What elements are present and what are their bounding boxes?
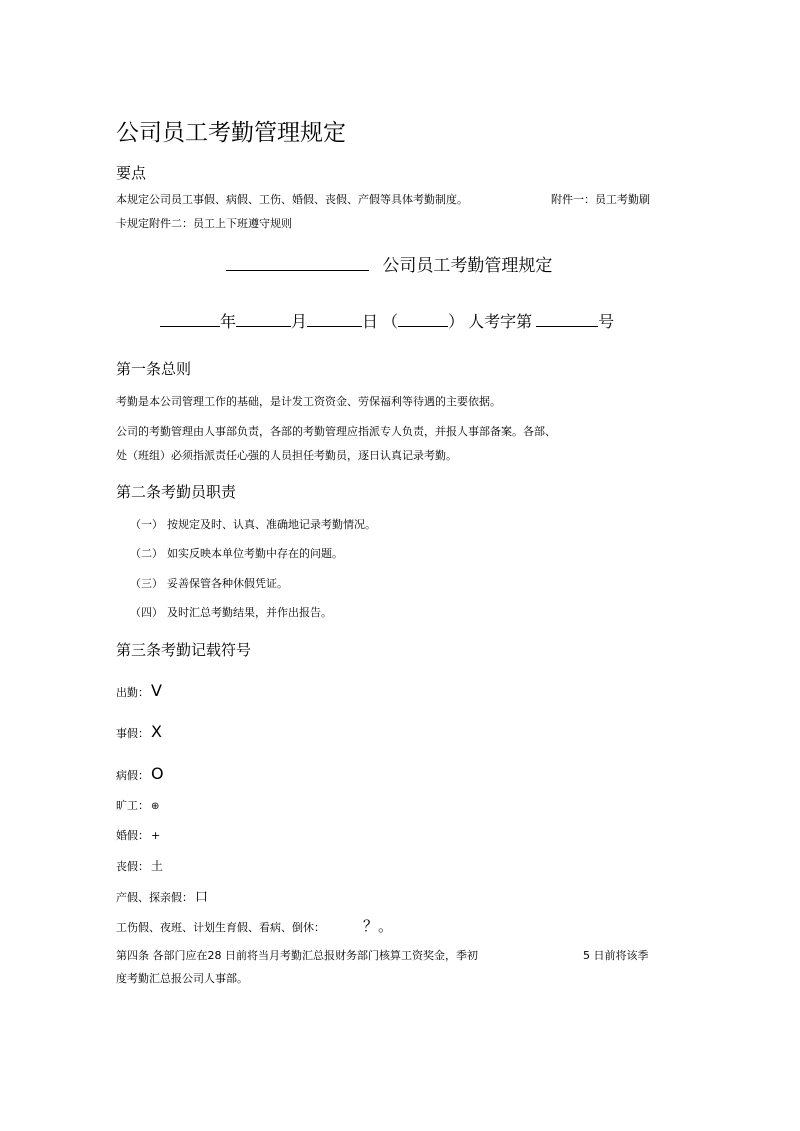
- symbol-label: 出勤：: [116, 686, 149, 699]
- summary-attachment-1: 附件一：员工考勤刷: [551, 193, 650, 206]
- paren-close: ）: [448, 312, 465, 331]
- duty-item-num: （四）: [130, 606, 163, 619]
- duty-item-num: （一）: [130, 518, 163, 531]
- symbol-label: 旷工：: [116, 799, 149, 812]
- duty-item-text: 按规定及时、认真、准确地记录考勤情况。: [167, 518, 376, 531]
- duty-item-num: （二）: [130, 547, 163, 560]
- duty-item-num: （三）: [130, 577, 163, 590]
- symbol-mark: 土: [151, 859, 164, 873]
- article-4-line-1a: 第四条 各部门应在28 日前将当月考勤汇总报财务部门核算工资奖金，季初: [116, 949, 478, 962]
- year-blank: [160, 309, 220, 327]
- symbol-mark: ⊕: [151, 801, 160, 812]
- symbol-mark: ？。: [363, 917, 394, 935]
- duty-item-text: 妥善保管各种休假凭证。: [167, 577, 288, 590]
- article-1-paragraph-2b: 处（班组）必须指派责任心强的人员担任考勤员，逐日认真记录考勤。: [116, 449, 457, 462]
- day-label: 日: [362, 312, 379, 331]
- symbol-label: 病假：: [116, 769, 149, 782]
- symbol-mark: 口: [195, 890, 209, 905]
- symbol-row-personal-leave: [116, 722, 162, 741]
- symbol-mark: V: [151, 681, 162, 700]
- symbol-row-absenteeism: [116, 797, 159, 813]
- article-1-paragraph-1: 考勤是本公司管理工作的基础，是计发工资资金、劳保福利等待遇的主要依据。: [116, 395, 501, 408]
- ref-suffix: 号: [598, 312, 615, 331]
- symbol-row-sick-leave: [116, 764, 164, 783]
- duty-item-text: 如实反映本单位考勤中存在的问题。: [167, 547, 343, 560]
- ref-text: 人考字第: [468, 312, 533, 331]
- symbol-label: 事假：: [116, 727, 149, 740]
- summary-heading: 要点: [116, 164, 147, 182]
- symbol-label: 婚假：: [116, 829, 149, 842]
- code-blank: [398, 309, 448, 327]
- issuer-blank: [226, 253, 369, 271]
- article-3-heading: 第三条考勤记载符号: [116, 641, 252, 659]
- page-title: 公司员工考勤管理规定: [116, 120, 346, 146]
- month-blank: [236, 309, 291, 327]
- month-label: 月: [291, 312, 308, 331]
- duty-item-text: 及时汇总考勤结果，并作出报告。: [167, 606, 332, 619]
- day-blank: [307, 309, 362, 327]
- symbol-row-attendance: [116, 681, 162, 700]
- paren-open: （: [382, 312, 399, 331]
- symbol-label: 丧假：: [116, 860, 149, 873]
- symbol-mark: O: [151, 764, 164, 783]
- summary-line-2: 卡规定附件二：员工上下班遵守规则: [116, 217, 292, 230]
- year-label: 年: [220, 312, 237, 331]
- symbol-row-other-leave: [116, 915, 393, 936]
- symbol-row-funeral-leave: [116, 857, 163, 874]
- doc-header-title: [226, 251, 552, 276]
- symbol-row-maternity-leave: [116, 886, 208, 905]
- symbol-label: 工伤假、夜班、计划生育假、看病、倒休：: [116, 921, 325, 934]
- symbol-row-marriage-leave: [116, 827, 160, 843]
- symbol-label: 产假、探亲假：: [116, 891, 193, 904]
- article-4-line-1b: 5 日前将该季: [583, 949, 649, 962]
- ref-number-blank: [536, 309, 598, 327]
- doc-header-title-text: 公司员工考勤管理规定: [382, 256, 553, 276]
- article-1-paragraph-2a: 公司的考勤管理由人事部负责，各部的考勤管理应指派专人负责，并报人事部备案。各部、: [116, 425, 556, 438]
- doc-number-line: [160, 309, 614, 332]
- symbol-mark: X: [151, 722, 162, 741]
- article-2-heading: 第二条考勤员职责: [116, 483, 237, 501]
- article-1-heading: 第一条总则: [116, 360, 192, 378]
- symbol-mark: +: [151, 829, 161, 842]
- article-4-line-2: 度考勤汇总报公司人事部。: [116, 972, 248, 985]
- summary-line-1: 本规定公司员工事假、病假、工伤、婚假、丧假、产假等具体考勤制度。: [116, 193, 468, 206]
